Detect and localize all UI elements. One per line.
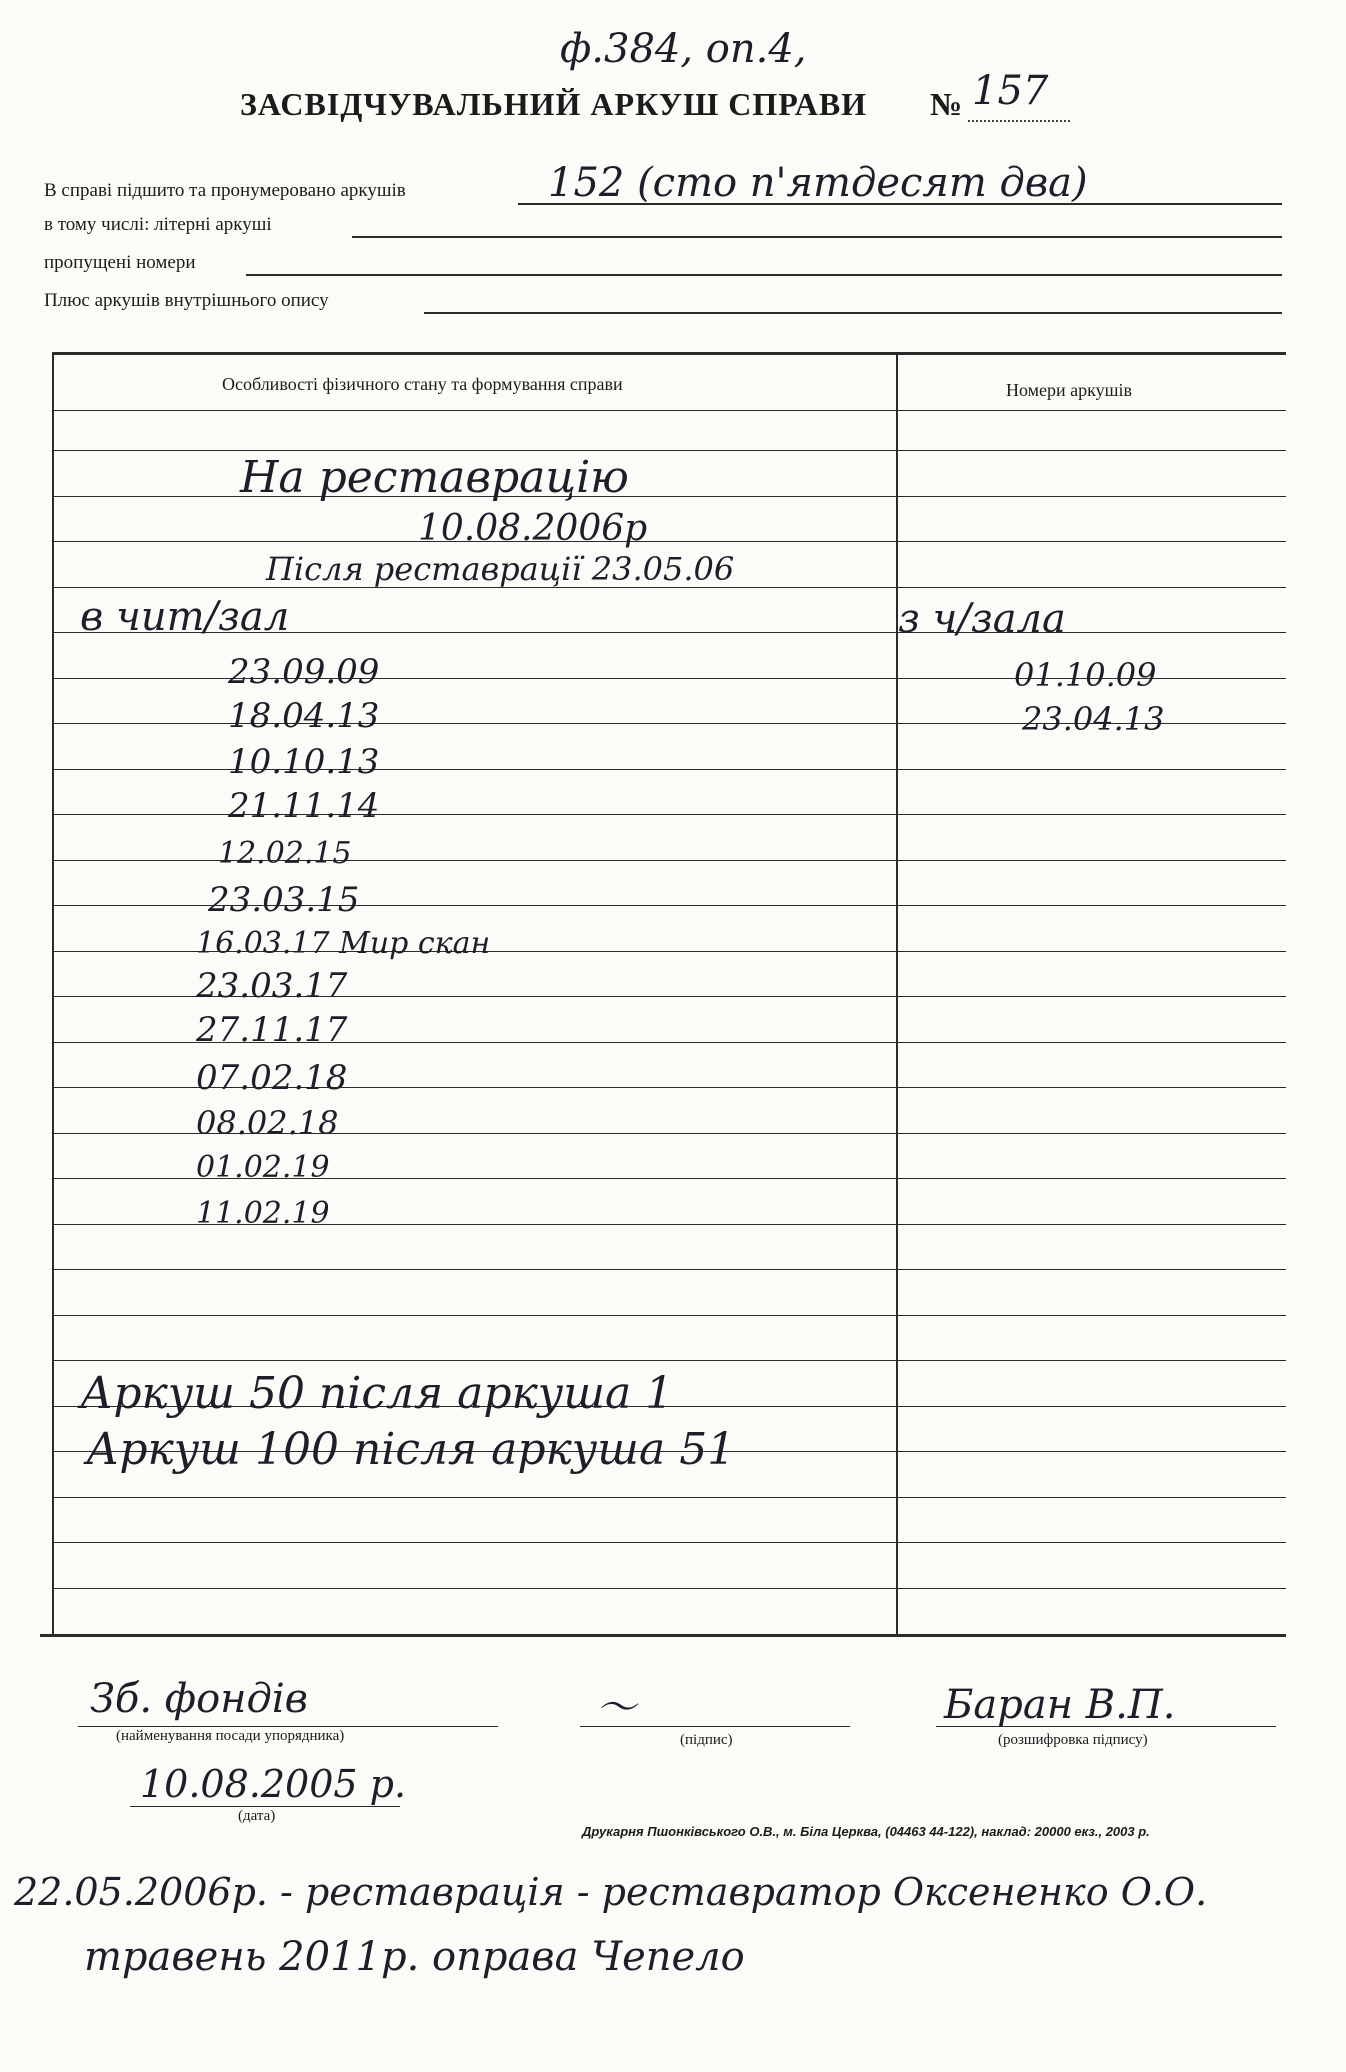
entry-restoration: На реставрацію [240, 452, 629, 503]
name-line [936, 1726, 1276, 1727]
table-row-line [52, 1269, 1286, 1270]
letter-sheets-label: в тому числі: літерні аркуші [44, 214, 272, 235]
signature-mark: 〜 [596, 1685, 636, 1731]
column-header-sheet-numbers: Номери аркушів [1006, 380, 1133, 400]
table-row-line [52, 496, 1286, 497]
form-title: ЗАСВІДЧУВАЛЬНИЙ АРКУШ СПРАВИ [240, 86, 868, 122]
inventory-sheets-line [424, 312, 1282, 314]
table-bottom-border [40, 1634, 1286, 1637]
table-column-divider [896, 352, 898, 1634]
entry-date: 10.10.13 [228, 742, 380, 782]
name-caption: (розшифровка підпису) [998, 1732, 1148, 1748]
archive-reference: ф.384, оп.4, [560, 26, 807, 72]
entry-to-reading-room: в чит/зал [80, 594, 290, 640]
date-caption: (дата) [238, 1808, 276, 1824]
table-top-border [52, 352, 1286, 355]
entry-from-reading-room: з ч/зала [898, 596, 1066, 642]
signature-caption: (підпис) [680, 1732, 733, 1748]
date-value: 10.08.2005 р. [140, 1762, 407, 1806]
entry-date: 18.04.13 [228, 696, 380, 736]
entry-date: 23.03.15 [208, 880, 360, 920]
entry-sheet-50-note: Аркуш 50 після аркуша 1 [80, 1368, 674, 1419]
skipped-numbers-line [246, 274, 1282, 276]
skipped-numbers-label: пропущені номери [44, 252, 196, 273]
table-left-border [52, 352, 54, 1634]
binding-note: травень 2011р. оправа Чепело [84, 1934, 745, 1980]
entry-date: 12.02.15 [218, 836, 352, 871]
entry-date: 21.11.14 [228, 786, 380, 826]
entry-restoration-date: 10.08.2006р [418, 508, 648, 549]
restoration-note: 22.05.2006р. - реставрація - реставратор Оксененко О.О. [14, 1870, 1208, 1914]
date-line [130, 1806, 400, 1807]
case-number-underline [968, 120, 1070, 122]
entry-return-date: 01.10.09 [1014, 656, 1157, 694]
table-row-line [52, 1360, 1286, 1361]
letter-sheets-line [352, 236, 1282, 238]
entry-date: 23.03.17 [196, 966, 348, 1006]
entry-date: 01.02.19 [196, 1150, 330, 1185]
column-header-condition: Особливості фізичного стану та формування справи [222, 374, 623, 394]
table-row-line [52, 541, 1286, 542]
case-number: 157 [972, 68, 1049, 114]
entry-date: 23.09.09 [228, 652, 380, 692]
position-line [78, 1726, 498, 1727]
printer-note: Друкарня Пшонківського О.В., м. Біла Церква, (04463 44-122), наклад: 20000 екз., 2003 р. [582, 1824, 1150, 1839]
table-row-line [52, 410, 1286, 411]
entry-date: 11.02.19 [196, 1196, 330, 1231]
sheets-count-value: 152 (сто п'ятдесят два) [548, 160, 1088, 206]
entry-date: 08.02.18 [196, 1104, 339, 1142]
entry-date: 27.11.17 [196, 1010, 348, 1050]
compiler-position-value: Зб. фондів [90, 1676, 308, 1722]
table-row-line [52, 1542, 1286, 1543]
compiler-name-value: Баран В.П. [944, 1682, 1176, 1728]
table-row-line [52, 450, 1286, 451]
table-row-line [52, 1588, 1286, 1589]
sheets-count-label: В справі підшито та пронумеровано аркушів [44, 180, 406, 201]
signature-line [580, 1726, 850, 1727]
entry-date: 07.02.18 [196, 1058, 348, 1098]
entry-after-restoration: Після реставрації 23.05.06 [266, 550, 735, 588]
sheets-count-line [518, 203, 1282, 205]
position-caption: (найменування посади упорядника) [116, 1728, 345, 1744]
entry-return-date: 23.04.13 [1022, 700, 1165, 738]
entry-sheet-100-note: Аркуш 100 після аркуша 51 [86, 1424, 736, 1475]
inventory-sheets-label: Плюс аркушів внутрішнього опису [44, 290, 329, 311]
table-row-line [52, 1315, 1286, 1316]
table-row-line [52, 1497, 1286, 1498]
entry-date-scan: 16.03.17 Мир скан [196, 926, 491, 961]
number-label: № [930, 86, 964, 122]
